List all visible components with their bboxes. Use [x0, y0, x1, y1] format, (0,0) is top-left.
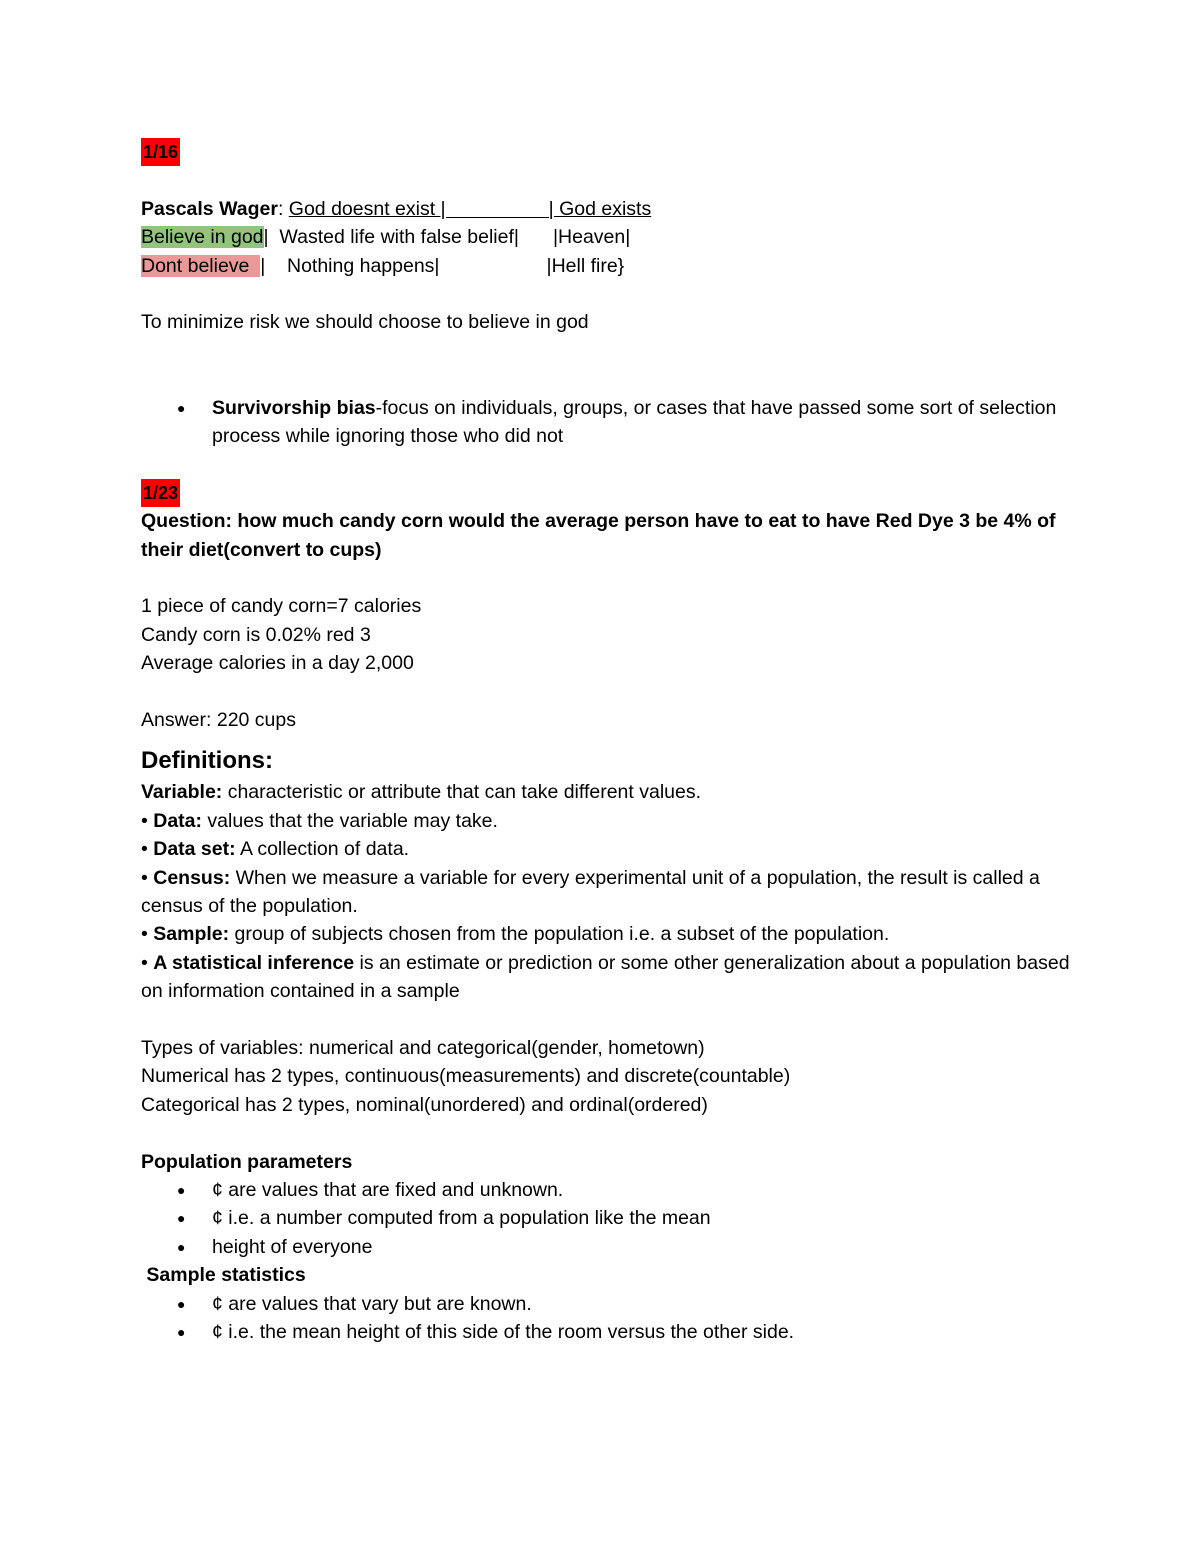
date-badge-1-23: 1/23	[141, 479, 180, 507]
list-item: ● ¢ i.e. the mean height of this side of the room versus the other side.	[141, 1318, 1071, 1346]
fact-1: 1 piece of candy corn=7 calories	[141, 595, 422, 618]
row2-col2: |Hell fire}	[546, 254, 625, 277]
list-item: ● height of everyone	[141, 1233, 1071, 1261]
fact-3: Average calories in a day 2,000	[141, 652, 414, 675]
conclusion-text: To minimize risk we should choose to believe in god	[141, 311, 589, 334]
definition-variable: Variable: characteristic or attribute that can take different values.	[141, 781, 702, 804]
col2-header: | God exists	[548, 197, 652, 220]
row1-label: Believe in god	[141, 226, 264, 249]
list-item: ● ¢ are values that are fixed and unknown.	[141, 1176, 1071, 1204]
population-heading: Population parameters	[141, 1150, 353, 1173]
survivorship-text: -focus on individuals, groups, or cases that have passed some sort of selection process while ignoring those who did not	[212, 396, 1057, 447]
row1-col2: |Heaven|	[552, 226, 631, 249]
list-item: ● ¢ are values that vary but are known.	[141, 1290, 1071, 1318]
list-item	[141, 394, 1071, 451]
pascals-wager-header: Pascals Wager: God doesnt exist | | God exists	[141, 197, 652, 220]
sample-list	[141, 1290, 1071, 1347]
row2-col1: | Nothing happens|	[260, 254, 440, 277]
list-item: ● ¢ i.e. a number computed from a population like the mean	[141, 1204, 1071, 1232]
types-line-3: Categorical has 2 types, nominal(unordered) and ordinal(ordered)	[141, 1093, 708, 1116]
document-page	[141, 138, 1071, 1347]
types-line-2: Numerical has 2 types, continuous(measurements) and discrete(countable)	[141, 1065, 791, 1088]
date-1-16-line	[141, 138, 1071, 166]
col1-header: God doesnt exist |	[288, 197, 446, 220]
candy-question: Question: how much candy corn would the average person have to eat to have Red Dye 3 be 4% of their diet(convert to cups)	[141, 510, 1056, 561]
wager-row-dont-believe	[141, 252, 1071, 280]
row2-label: Dont believe	[141, 254, 261, 277]
types-line-1: Types of variables: numerical and categorical(gender, hometown)	[141, 1037, 705, 1060]
answer-text: Answer: 220 cups	[141, 709, 297, 732]
definition-sample: • Sample: group of subjects chosen from the population i.e. a subset of the population.	[141, 923, 890, 946]
population-list	[141, 1176, 1071, 1261]
definitions-heading: Definitions:	[141, 747, 273, 775]
survivorship-term: Survivorship bias	[212, 396, 376, 419]
date-badge-1-16: 1/16	[141, 138, 180, 166]
definition-data: • Data: values that the variable may take.	[141, 809, 498, 832]
survivorship-list	[141, 394, 1071, 451]
definition-census: • Census: When we measure a variable for every experimental unit of a population, the result is called a census of the population.	[141, 866, 1040, 918]
sample-heading: Sample statistics	[141, 1264, 306, 1287]
wager-title: Pascals Wager	[141, 197, 278, 220]
date-1-23-line	[141, 479, 1071, 507]
wager-row-believe	[141, 223, 1071, 251]
fact-2: Candy corn is 0.02% red 3	[141, 623, 371, 646]
header-underline-gap	[446, 197, 549, 218]
row1-col1: | Wasted life with false belief|	[263, 226, 519, 249]
definition-data-set: • Data set: A collection of data.	[141, 838, 410, 861]
definition-statistical-inference: • A statistical inference is an estimate or prediction or some other generalization about a population based on information contained in a sample	[141, 951, 1070, 1003]
